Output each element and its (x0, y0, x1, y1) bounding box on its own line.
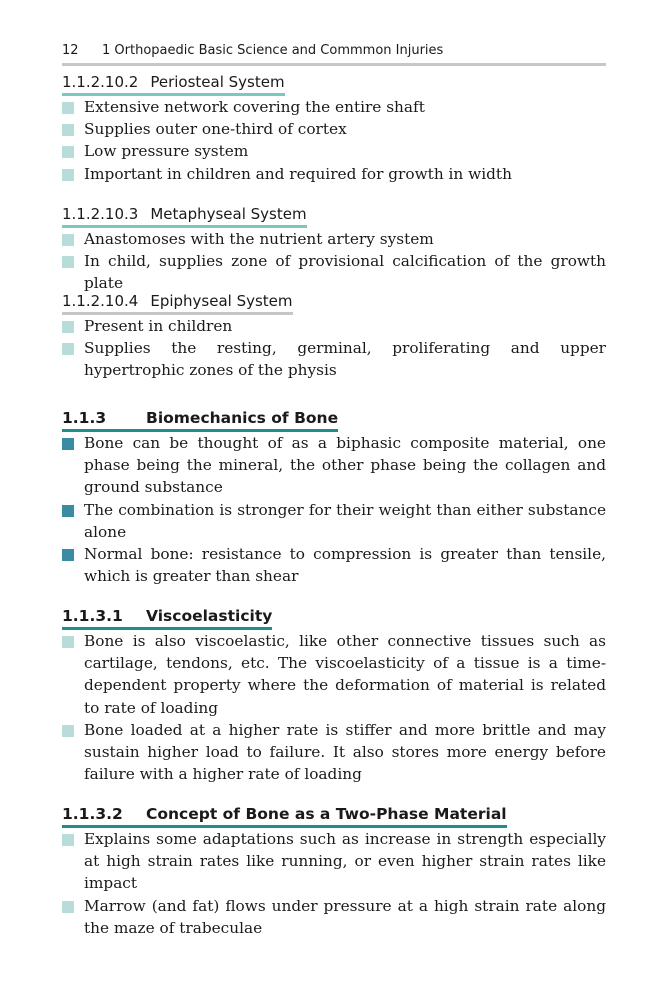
section-number: 1.1.2.10.3 (62, 205, 139, 223)
square-bullet-icon (62, 343, 74, 355)
section-title: Biomechanics of Bone (146, 409, 339, 427)
bullet-list (62, 228, 606, 295)
square-bullet-icon (62, 124, 74, 136)
list-item: Normal bone: resistance to compression is greater than tensile, which is greater than shear (62, 543, 606, 587)
square-bullet-icon (62, 234, 74, 246)
list-item: The combination is stronger for their weight than either substance alone (62, 499, 606, 543)
section-heading (62, 291, 293, 315)
section-number: 1.1.2.10.4 (62, 292, 139, 310)
bullet-list (62, 828, 606, 939)
list-item: Important in children and required for growth in width (62, 163, 606, 185)
bullet-list (62, 315, 606, 382)
list-item: Extensive network covering the entire shaft (62, 96, 606, 118)
square-bullet-icon (62, 102, 74, 114)
list-item: Present in children (62, 315, 606, 337)
square-bullet-icon (62, 146, 74, 158)
chapter-title: 1 Orthopaedic Basic Science and Commmon Injuries (102, 43, 444, 58)
section-heading (62, 72, 285, 96)
section-title: Metaphyseal System (150, 205, 307, 223)
square-bullet-icon (62, 256, 74, 268)
section-metaphyseal-system (62, 204, 606, 295)
bullet-list (62, 96, 606, 185)
section-heading (62, 606, 272, 630)
list-item: Marrow (and fat) flows under pressure at a high strain rate along the maze of trabeculae (62, 895, 606, 939)
section-number: 1.1.3.1 (62, 607, 123, 625)
section-title: Concept of Bone as a Two-Phase Material (146, 805, 507, 823)
list-item: Anastomoses with the nutrient artery system (62, 228, 606, 250)
section-number: 1.1.3 (62, 409, 107, 427)
section-number: 1.1.2.10.2 (62, 73, 139, 91)
list-item: In child, supplies zone of provisional calcification of the growth plate (62, 250, 606, 294)
section-biomechanics-of-bone (62, 408, 606, 587)
section-periosteal-system (62, 72, 606, 185)
section-title: Periosteal System (150, 73, 285, 91)
square-bullet-icon (62, 725, 74, 737)
list-item: Supplies the resting, germinal, proliferating and upper hypertrophic zones of the physis (62, 337, 606, 381)
bullet-list (62, 630, 606, 785)
list-item: Supplies outer one-third of cortex (62, 118, 606, 140)
list-item: Bone is also viscoelastic, like other connective tissues such as cartilage, tendons, etc. The viscoelasticity of a tissue is a time-dependent property where the deformation of material is related to rate of loading (62, 630, 606, 719)
section-title: Epiphyseal System (150, 292, 293, 310)
square-bullet-icon (62, 169, 74, 181)
running-header (62, 42, 606, 66)
square-bullet-icon (62, 549, 74, 561)
square-bullet-icon (62, 321, 74, 333)
square-bullet-icon (62, 901, 74, 913)
square-bullet-icon (62, 505, 74, 517)
section-number: 1.1.3.2 (62, 805, 123, 823)
list-item: Explains some adaptations such as increase in strength especially at high strain rates like running, or even higher strain rates like impact (62, 828, 606, 895)
square-bullet-icon (62, 438, 74, 450)
section-two-phase-material (62, 804, 606, 939)
section-epiphyseal-system (62, 291, 606, 382)
square-bullet-icon (62, 834, 74, 846)
section-title: Viscoelasticity (146, 607, 273, 625)
bullet-list (62, 432, 606, 587)
page-number: 12 (62, 43, 79, 58)
section-heading (62, 408, 338, 432)
section-viscoelasticity (62, 606, 606, 785)
square-bullet-icon (62, 636, 74, 648)
list-item: Low pressure system (62, 140, 606, 162)
section-heading (62, 804, 507, 828)
list-item: Bone can be thought of as a biphasic composite material, one phase being the mineral, the other phase being the collagen and ground substance (62, 432, 606, 499)
list-item: Bone loaded at a higher rate is stiffer and more brittle and may sustain higher load to failure. It also stores more energy before failure with a higher rate of loading (62, 719, 606, 786)
section-heading (62, 204, 307, 228)
